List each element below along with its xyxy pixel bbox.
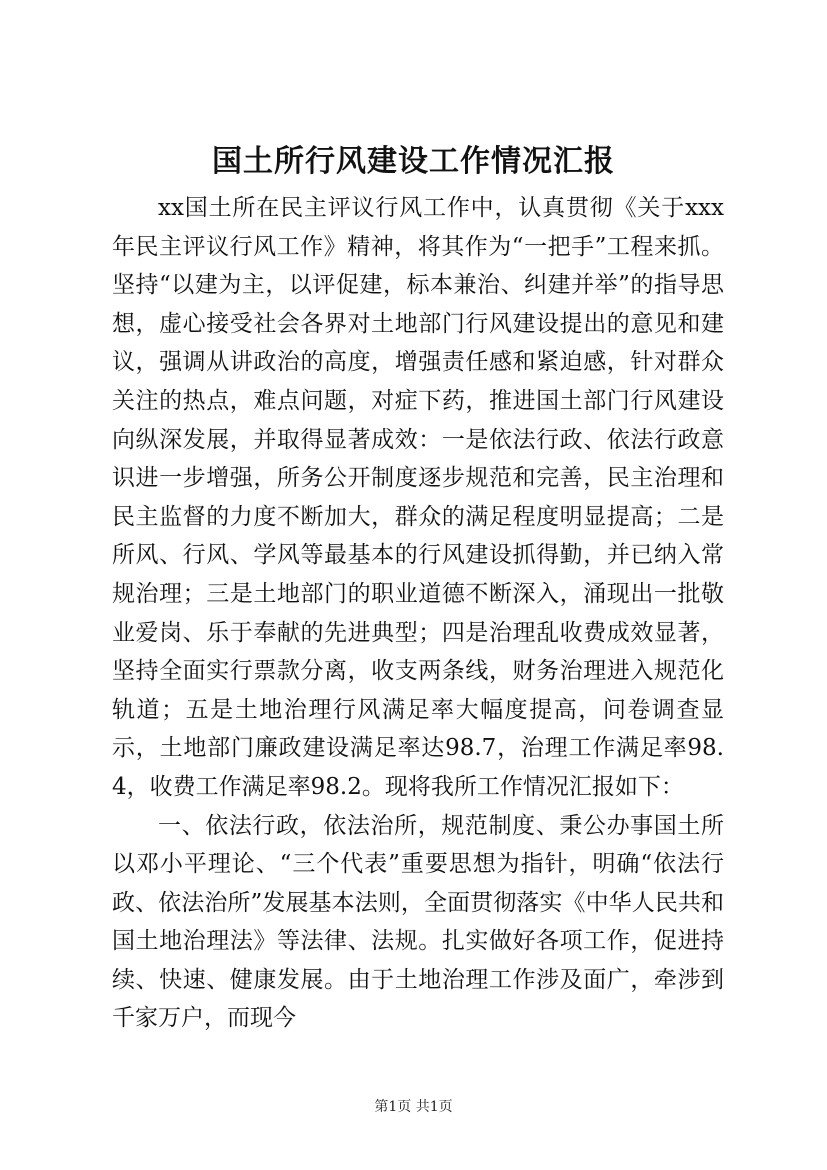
- paragraph-intro: xx国土所在民主评议行风工作中，认真贯彻《关于xxx年民主评议行风工作》精神，将其作为“一把手”工程来抓。坚持“以建为主，以评促建，标本兼治、纠建并举”的指导思想，虚心接受社会各界对土地部门行风建设提出的意见和建议，强调从讲政治的高度，增强责任感和紧迫感，针对群众关注的热点，难点问题，对症下药，推进国土部门行风建设向纵深发展，并取得显著成效：一是依法行政、依法行政意识进一步增强，所务公开制度逐步规范和完善，民主治理和民主监督的力度不断加大，群众的满足程度明显提高；二是所风、行风、学风等最基本的行风建设抓得勤，并已纳入常规治理；三是土地部门的职业道德不断深入，涌现出一批敬业爱岗、乐于奉献的先进典型；四是治理乱收费成效显著，坚持全面实行票款分离，收支两条线，财务治理进入规范化轨道；五是土地治理行风满足率大幅度提高，问卷调查显示，土地部门廉政建设满足率达98.7，治理工作满足率98.4，收费工作满足率98.2。现将我所工作情况汇报如下：: [112, 195, 724, 800]
- page-footer: 第1页 共1页: [374, 1099, 453, 1115]
- document-title: 国土所行风建设工作情况汇报: [212, 144, 615, 179]
- paragraph-section-one: 一、依法行政，依法治所，规范制度、秉公办事国土所以邓小平理论、“三个代表”重要思想为指针，明确“依法行政、依法治所”发展基本法则，全面贯彻落实《中华人民共和国土地治理法》等法律、法规。扎实做好各项工作，促进持续、快速、健康发展。由于土地治理工作涉及面广，牵涉到千家万户，而现今: [112, 812, 724, 1032]
- document-body: [112, 189, 724, 1038]
